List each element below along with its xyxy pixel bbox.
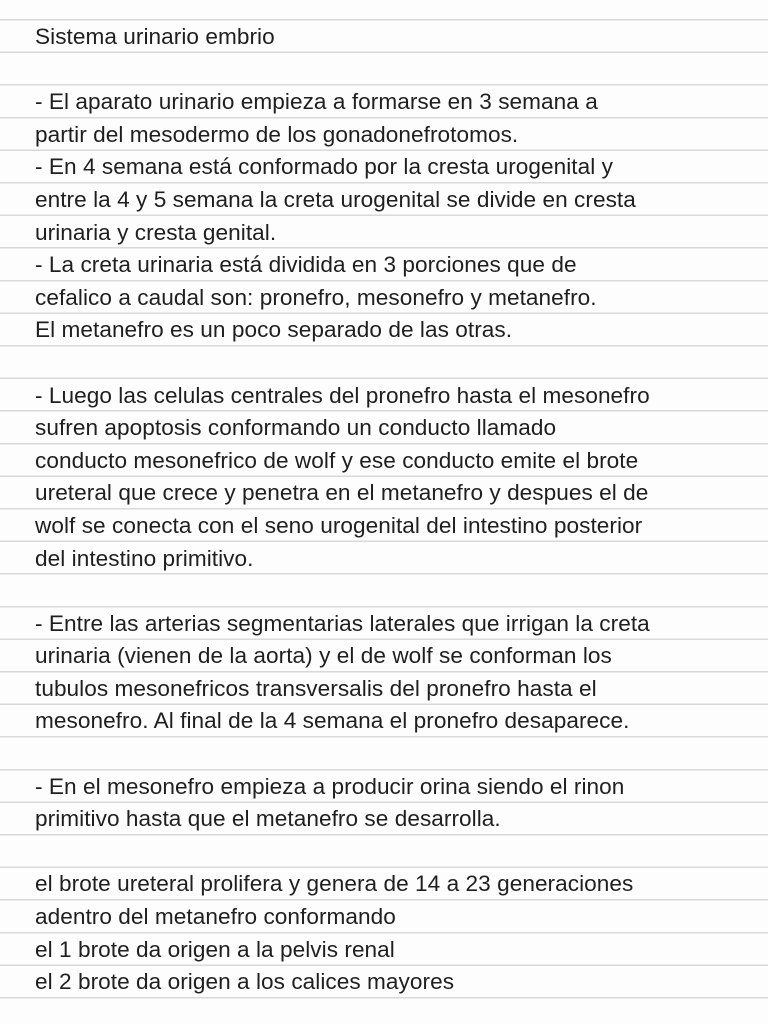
note-line: - En 4 semana está conformado por la cresta urogenital y [35, 154, 613, 180]
note-line: - En el mesonefro empieza a producir orina siendo el rinon [35, 773, 625, 799]
note-line: sufren apoptosis conformando un conducto llamado [35, 415, 557, 441]
note-body[interactable] [35, 21, 748, 999]
note-line: partir del mesodermo de los gonadonefrotomos. [35, 121, 519, 147]
note-line: cefalico a caudal son: pronefro, mesonefro y metanefro. [35, 284, 597, 310]
note-line: el 1 brote da origen a la pelvis renal [35, 936, 395, 962]
note-line: tubulos mesonefricos transversalis del pronefro hasta el [35, 675, 597, 701]
note-line: ureteral que crece y penetra en el metanefro y despues el de [35, 480, 649, 506]
note-line-blank [35, 836, 748, 869]
note-line-blank [35, 575, 748, 608]
note-line: - Luego las celulas centrales del pronefro hasta el mesonefro [35, 382, 650, 408]
note-line: - La creta urinaria está dividida en 3 porciones que de [35, 252, 577, 278]
note-line: primitivo hasta que el metanefro se desarrolla. [35, 806, 501, 832]
note-line: urinaria y cresta genital. [35, 219, 277, 245]
note-line: adentro del metanefro conformando [35, 904, 396, 930]
note-title: Sistema urinario embrio [35, 24, 275, 49]
note-line: - Entre las arterias segmentarias laterales que irrigan la creta [35, 610, 650, 636]
note-line-blank [35, 54, 748, 87]
note-line: del intestino primitivo. [35, 545, 254, 571]
note-line: urinaria (vienen de la aorta) y el de wolf se conforman los [35, 643, 612, 669]
note-line-blank [35, 347, 748, 380]
note-line: - El aparato urinario empieza a formarse en 3 semana a [35, 89, 598, 115]
note-line: el brote ureteral prolifera y genera de 14 a 23 generaciones [35, 871, 634, 897]
note-line: wolf se conecta con el seno urogenital del intestino posterior [35, 512, 643, 538]
note-line: El metanefro es un poco separado de las otras. [35, 317, 513, 343]
note-line: el 2 brote da origen a los calices mayores [35, 969, 455, 995]
note-line: conducto mesonefrico de wolf y ese conducto emite el brote [35, 447, 639, 473]
note-line: mesonefro. Al final de la 4 semana el pronefro desaparece. [35, 708, 630, 734]
note-line: entre la 4 y 5 semana la creta urogenital se divide en cresta [35, 186, 636, 212]
note-line-blank [35, 738, 748, 771]
